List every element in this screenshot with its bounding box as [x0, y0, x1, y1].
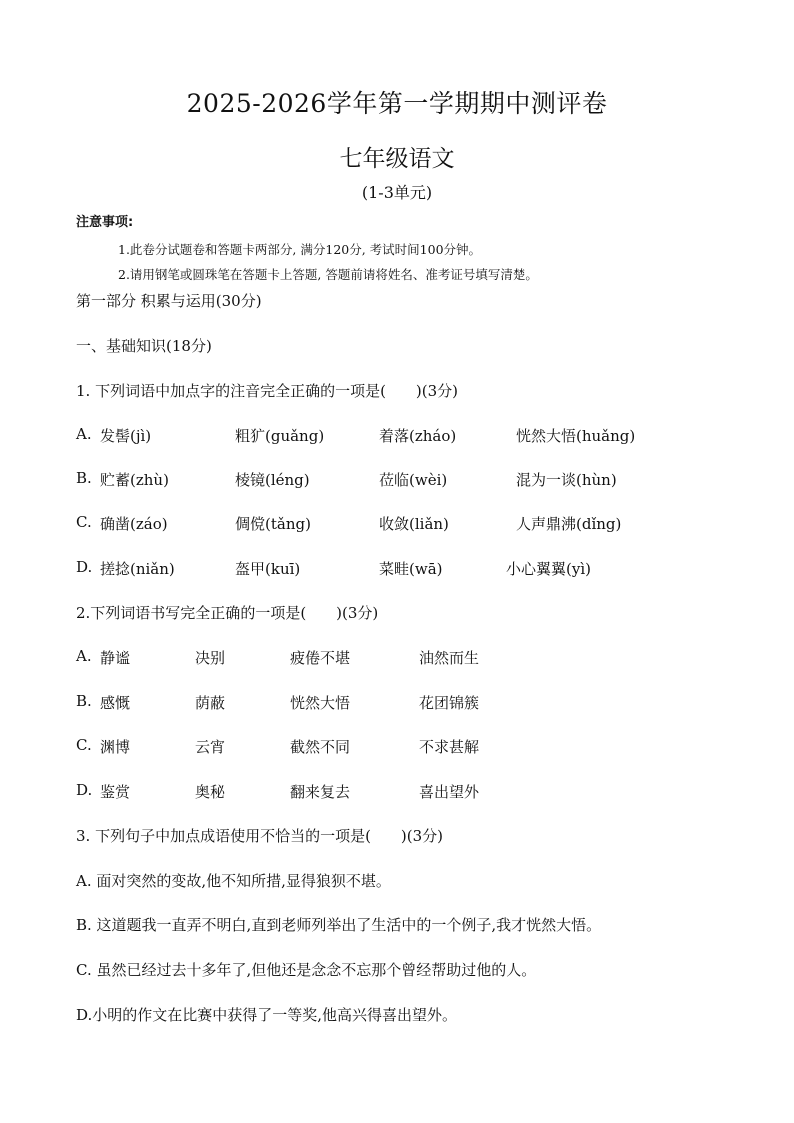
option-item: 喜出望外 [419, 783, 480, 801]
option-label: A. [76, 425, 92, 443]
notice-heading: 注意事项: [76, 215, 134, 230]
option-item: 人声鼎沸(dǐng) [516, 515, 622, 533]
option-item: 棱镜(léng) [235, 471, 310, 489]
q1-stem: 1. 下列词语中加点字的注音完全正确的一项是( )(3分) [76, 382, 459, 400]
notice-item-2: 2.请用钢笔或圆珠笔在答题卡上答题, 答题前请将姓名、准考证号填写清楚。 [118, 267, 538, 282]
q3-option-d: D.小明的作文在比赛中获得了一等奖,他高兴得喜出望外。 [76, 1006, 458, 1024]
option-label: B. [76, 692, 92, 710]
option-label: D. [76, 558, 93, 576]
option-item: 恍然大悟 [290, 694, 351, 712]
option-label: A. [76, 647, 92, 665]
q2-stem: 2.下列词语书写完全正确的一项是( )(3分) [76, 604, 379, 622]
option-label: C. [76, 513, 92, 531]
option-label: B. [76, 469, 92, 487]
option-item: 油然而生 [419, 649, 480, 667]
option-item: 确凿(záo) [100, 515, 168, 533]
option-item: 翻来复去 [290, 783, 351, 801]
option-item: 盔甲(kuī) [235, 560, 301, 578]
option-item: 搓捻(niǎn) [100, 560, 175, 578]
option-item: 不求甚解 [419, 738, 480, 756]
option-label: D. [76, 781, 93, 799]
q3-option-a: A. 面对突然的变故,他不知所措,显得狼狈不堪。 [76, 872, 391, 890]
option-item: 花团锦簇 [419, 694, 480, 712]
q3-option-c: C. 虽然已经过去十多年了,但他还是念念不忘那个曾经帮助过他的人。 [76, 961, 537, 979]
q3-stem: 3. 下列句子中加点成语使用不恰当的一项是( )(3分) [76, 827, 444, 845]
exam-subtitle: 七年级语文 [339, 146, 455, 172]
exam-units: (1-3单元) [361, 183, 433, 202]
option-item: 着落(zháo) [379, 427, 457, 445]
option-item: 混为一谈(hùn) [516, 471, 617, 489]
option-item: 粗犷(guǎng) [235, 427, 325, 445]
option-item: 荫蔽 [195, 694, 226, 712]
option-label: C. [76, 736, 92, 754]
option-item: 疲倦不堪 [290, 649, 351, 667]
option-item: 贮蓄(zhù) [100, 471, 169, 489]
option-item: 鉴赏 [100, 783, 131, 801]
exam-title: 2025-2026学年第一学期期中测评卷 [186, 89, 608, 118]
option-item: 收敛(liǎn) [379, 515, 449, 533]
option-item: 发髻(jì) [100, 427, 152, 445]
option-item: 奥秘 [195, 783, 226, 801]
option-item: 决别 [195, 649, 226, 667]
option-item: 莅临(wèi) [379, 471, 448, 489]
section1-title: 一、基础知识(18分) [76, 337, 212, 355]
option-item: 倜傥(tǎng) [235, 515, 311, 533]
notice-item-1: 1.此卷分试题卷和答题卡两部分, 满分120分, 考试时间100分钟。 [118, 242, 482, 257]
option-item: 截然不同 [290, 738, 351, 756]
part1-title: 第一部分 积累与运用(30分) [76, 292, 262, 310]
option-item: 静谧 [100, 649, 131, 667]
option-item: 渊博 [100, 738, 131, 756]
option-item: 小心翼翼(yì) [506, 560, 591, 578]
option-item: 感慨 [100, 694, 131, 712]
q3-option-b: B. 这道题我一直弄不明白,直到老师列举出了生活中的一个例子,我才恍然大悟。 [76, 916, 602, 934]
option-item: 恍然大悟(huǎng) [516, 427, 636, 445]
option-item: 菜畦(wā) [379, 560, 443, 578]
option-item: 云宵 [195, 738, 226, 756]
